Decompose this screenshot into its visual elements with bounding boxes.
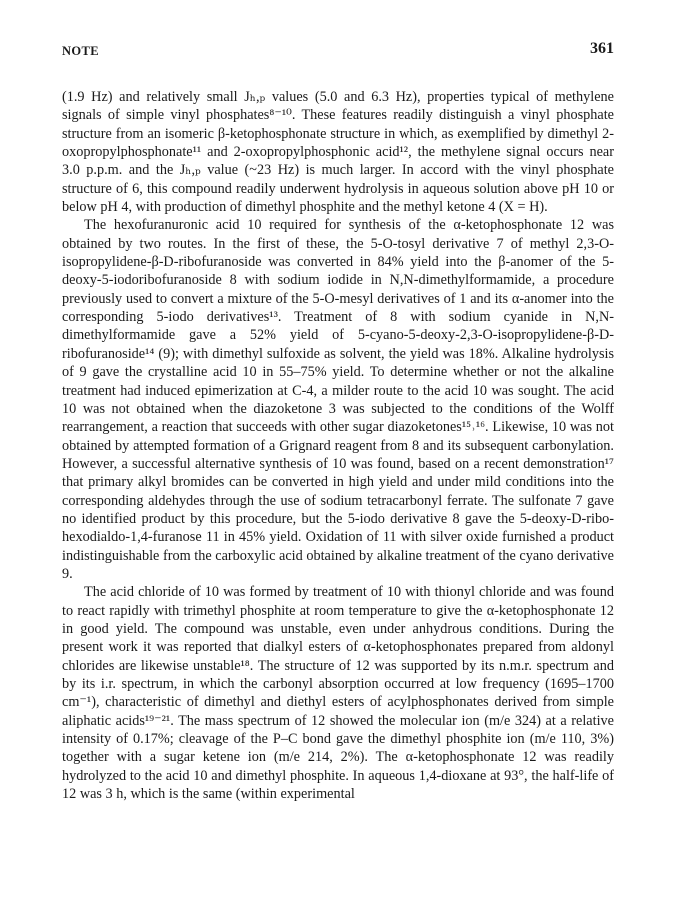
body-text bbox=[62, 88, 614, 803]
paragraph-acid-chloride bbox=[62, 583, 614, 803]
paragraph-vinyl-phosphate bbox=[62, 88, 614, 216]
paragraph-text: (1.9 Hz) and relatively small Jₕ,ₚ values (5.0 and 6.3 Hz), properties typical of methylene signals of simple vinyl phosphates⁸⁻¹⁰. These features readily distinguish a vinyl phosphate structure from an isomeric β-ketophosphonate structure in which, as exemplified by dimethyl 2-oxopropylphosphonate¹¹ and 2-oxopropylphosphonic acid¹², the methylene signal occurs near 3.0 p.p.m. and the Jₕ,ₚ value (~23 Hz) is much larger. In accord with the vinyl phosphate structure of 6, this compound readily underwent hydrolysis in aqueous solution above pH 10 or below pH 4, with production of dimethyl phosphite and the methyl ketone 4 (X = H). bbox=[62, 89, 614, 216]
paragraph-text: The acid chloride of 10 was formed by treatment of 10 with thionyl chloride and was found to react rapidly with trimethyl phosphite at room temperature to give the α-ketophosphonate 12 in good yield. The compound was unstable, even under anhydrous conditions. During the present work it was reported that dialkyl esters of α-ketophosphonates prepared from aldonyl chlorides are likewise unstable¹⁸. The structure of 12 was supported by its n.m.r. spectrum and by its i.r. spectrum, in which the carbonyl absorption occurred at low frequency (1695–1700 cm⁻¹), characteristic of dimethyl and diethyl esters of acylphosphonates derived from simple aliphatic acids¹⁹⁻²¹. The mass spectrum of 12 showed the molecular ion (m/e 324) at a relative intensity of 0.17%; cleavage of the P–C bond gave the dimethyl phosphite ion (m/e 110, 3%) together with a sugar ketene ion (m/e 214, 2%). The α-ketophosphonate 12 was readily hydrolyzed to the acid 10 and dimethyl phosphite. In aqueous 1,4-dioxane at 93°, the half-life of 12 was 3 h, which is the same (within experimental bbox=[62, 584, 614, 803]
running-head bbox=[62, 40, 614, 60]
paragraph-text: The hexofuranuronic acid 10 required for synthesis of the α-ketophosphonate 12 was obtained by two routes. In the first of these, the 5-O-tosyl derivative 7 of methyl 2,3-O-isopropylidene-β-D-ribofuranoside was converted in 84% yield into the β-anomer of the 5-deoxy-5-iodoribofuranoside 8 with sodium iodide in N,N-dimethylformamide, a procedure previously used to convert a mixture of the 5-O-mesyl derivatives of 1 and its α-anomer into the corresponding 5-iodo derivatives¹³. Treatment of 8 with sodium cyanide in N,N-dimethylformamide gave a 52% yield of 5-cyano-5-deoxy-2,3-O-isopropylidene-β-D-ribofuranoside¹⁴ (9); with dimethyl sulfoxide as solvent, the yield was 18%. Alkaline hydrolysis of 9 gave the crystalline acid 10 in 55–75% yield. To determine whether or not the alkaline treatment had induced epimerization at C-4, a milder route to the acid 10 was sought. The acid 10 was not obtained when the diazoketone 3 was subjected to the conditions of the Wolff rearrangement, a reaction that succeeds with other sugar diazoketones¹⁵˒¹⁶. Likewise, 10 was not obtained by attempted formation of a Grignard reagent from 8 and its subsequent carbonylation. However, a successful alternative synthesis of 10 was found, based on a recent demonstration¹⁷ that primary alkyl bromides can be converted in high yield and under mild conditions into the corresponding aldehydes through the use of sodium tetracarbonyl ferrate. The sulfonate 7 gave no identified product by this procedure, but the 5-iodo derivative 8 gave the 5-deoxy-D-ribo-hexodialdo-1,4-furanose 11 in 45% yield. Oxidation of 11 with silver oxide furnished a product indistinguishable from the carboxylic acid obtained by alkaline treatment of the cyano derivative 9. bbox=[62, 217, 614, 582]
section-label: NOTE bbox=[62, 44, 100, 58]
paragraph-hexofuranuronic-acid bbox=[62, 216, 614, 583]
page-number: 361 bbox=[590, 40, 614, 57]
